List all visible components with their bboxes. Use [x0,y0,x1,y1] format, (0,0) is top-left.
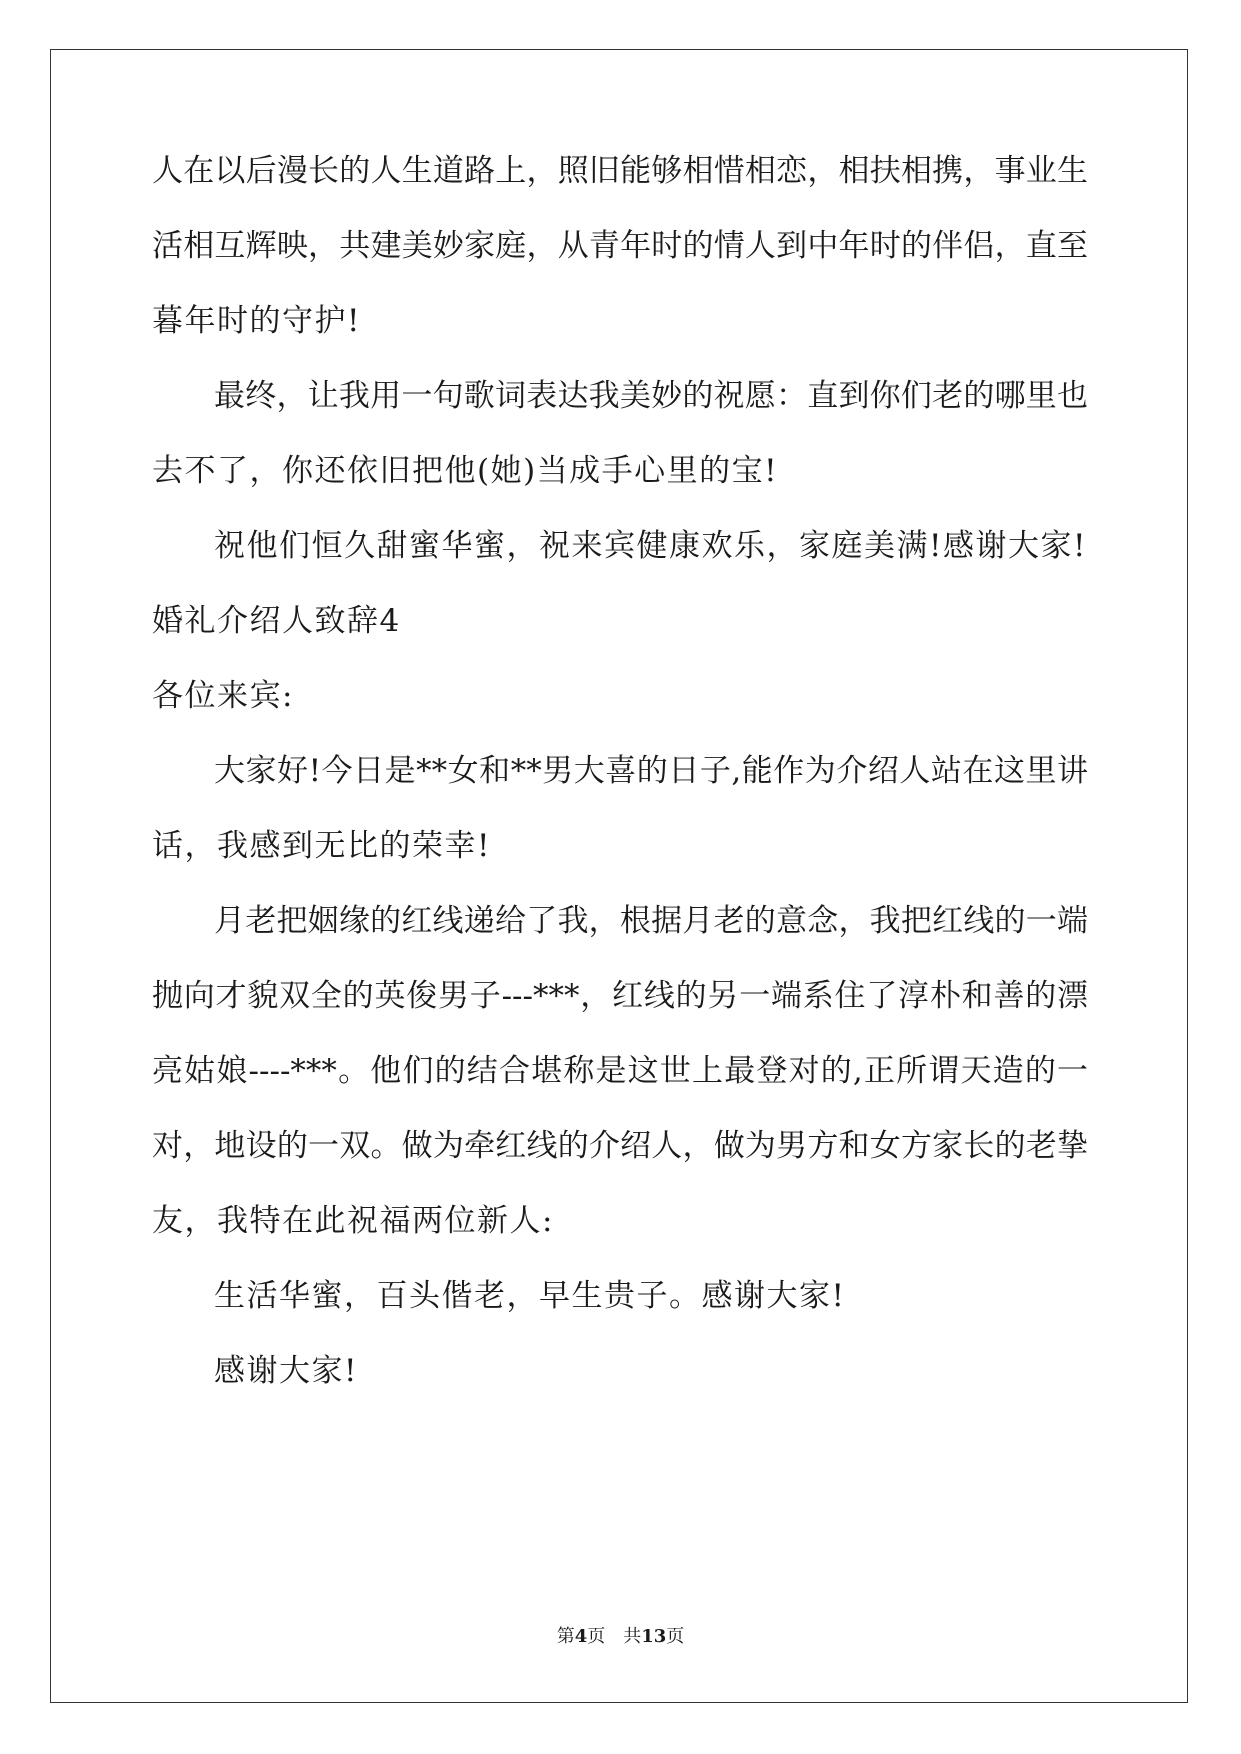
page-footer [0,1625,1241,1649]
footer-page-suffix: 页 [587,1626,606,1647]
page-total: 13 [641,1626,667,1647]
body-line-12: 抛向才貌双全的英俊男子---***，红线的另一端系住了淳朴和善的漂 [152,978,1088,1014]
body-line-10: 话，我感到无比的荣幸! [152,828,491,864]
section-heading: 婚礼介绍人致辞4 [152,603,401,639]
body-line-15: 友，我特在此祝福两位新人: [152,1203,554,1239]
body-line-2: 活相互辉映，共建美妙家庭，从青年时的情人到中年时的伴侣，直至 [152,228,1088,264]
footer-prefix: 第 [556,1626,575,1647]
body-line-14: 对，地设的一双。做为牵红线的介绍人，做为男方和女方家长的老挚 [152,1128,1088,1164]
body-line-13: 亮姑娘----***。他们的结合堪称是这世上最登对的,正所谓天造的一 [152,1053,1088,1089]
body-line-3: 暮年时的守护! [152,303,361,339]
body-line-11: 月老把姻缘的红线递给了我，根据月老的意念，我把红线的一端 [214,903,1088,939]
footer-total-suffix: 页 [666,1626,685,1647]
body-line-6: 祝他们恒久甜蜜华蜜，祝来宾健康欢乐，家庭美满!感谢大家! [214,528,1087,564]
page-border [50,49,1188,1703]
body-line-17: 感谢大家! [214,1353,358,1389]
body-line-1: 人在以后漫长的人生道路上，照旧能够相惜相恋，相扶相携，事业生 [152,153,1088,189]
body-line-9: 大家好!今日是**女和**男大喜的日子,能作为介绍人站在这里讲 [214,753,1088,789]
body-line-16: 生活华蜜，百头偕老，早生贵子。感谢大家! [214,1278,846,1314]
body-line-4: 最终，让我用一句歌词表达我美妙的祝愿：直到你们老的哪里也 [214,378,1088,414]
footer-total-prefix: 共 [623,1626,642,1647]
salutation: 各位来宾: [152,678,294,714]
page-number: 4 [574,1626,588,1647]
body-line-5: 去不了，你还依旧把他(她)当成手心里的宝! [152,453,779,489]
